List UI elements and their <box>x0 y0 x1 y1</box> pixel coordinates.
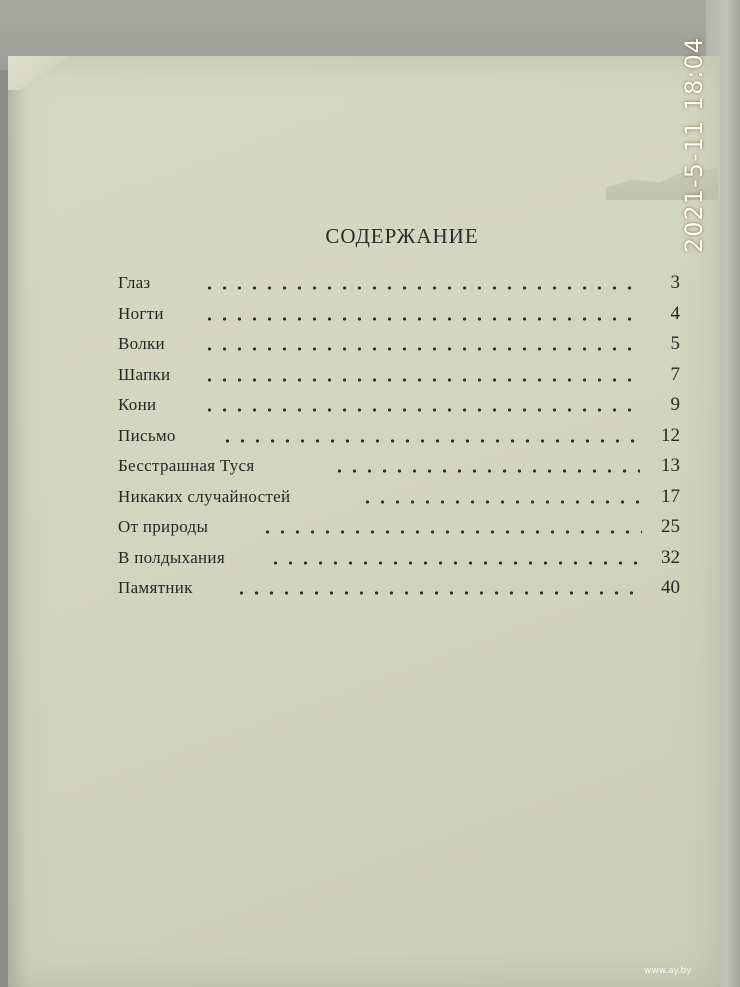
toc-entry <box>110 390 690 421</box>
photo-timestamp <box>664 20 724 270</box>
toc-entry-page: 12 <box>661 424 680 446</box>
leader-dots <box>202 378 642 382</box>
corner-fold <box>8 56 68 90</box>
toc-entry-page: 9 <box>670 394 680 416</box>
leader-dots <box>202 408 642 412</box>
toc-entry-page: 5 <box>670 333 680 355</box>
toc-entry <box>110 421 690 452</box>
toc-entry <box>110 268 690 299</box>
leader-dots <box>332 469 640 473</box>
leader-dots <box>260 530 642 534</box>
toc-entry-title: Шапки <box>118 364 171 384</box>
toc-entry-page: 4 <box>670 302 680 324</box>
timestamp-text: 2021-5-11 18:04 <box>680 37 708 253</box>
toc-entry <box>110 360 690 391</box>
toc-entry <box>110 299 690 330</box>
leader-dots <box>268 561 642 565</box>
watermark: www.ay.by <box>644 966 692 976</box>
toc-entry <box>110 482 690 513</box>
leader-dots <box>220 439 640 443</box>
toc-entry-title: От природы <box>118 517 209 537</box>
toc-entry <box>110 543 690 574</box>
toc-entry-page: 40 <box>661 577 680 599</box>
toc-entry-title: Письмо <box>118 425 176 445</box>
toc-entry-title: Памятник <box>118 578 193 598</box>
toc-entry-page: 17 <box>661 485 680 507</box>
toc-entry-page: 13 <box>661 455 680 477</box>
toc-entry <box>110 329 690 360</box>
toc-entry-title: Волки <box>118 334 165 354</box>
toc-entry-page: 25 <box>661 516 680 538</box>
toc-entry-title: Глаз <box>118 273 151 293</box>
toc-entry-page: 32 <box>661 546 680 568</box>
toc-entry <box>110 451 690 482</box>
leader-dots <box>202 286 642 290</box>
toc-entry-title: Кони <box>118 395 157 415</box>
page-title: СОДЕРЖАНИЕ <box>325 224 479 248</box>
leader-dots <box>202 347 642 351</box>
table-of-contents <box>110 268 690 604</box>
toc-entry-title: Никаких случайностей <box>118 486 291 506</box>
page-shadow <box>8 56 26 987</box>
leader-dots <box>360 500 640 504</box>
toc-entry <box>110 573 690 604</box>
toc-entry-page: 7 <box>670 363 680 385</box>
toc-entry-title: В полдыхания <box>118 547 225 567</box>
toc-entry <box>110 512 690 543</box>
leader-dots <box>202 317 642 321</box>
toc-entry-page: 3 <box>670 272 680 294</box>
toc-entry-title: Ногти <box>118 303 164 323</box>
toc-entry-title: Бесстрашная Туся <box>118 456 255 476</box>
leader-dots <box>234 591 642 595</box>
